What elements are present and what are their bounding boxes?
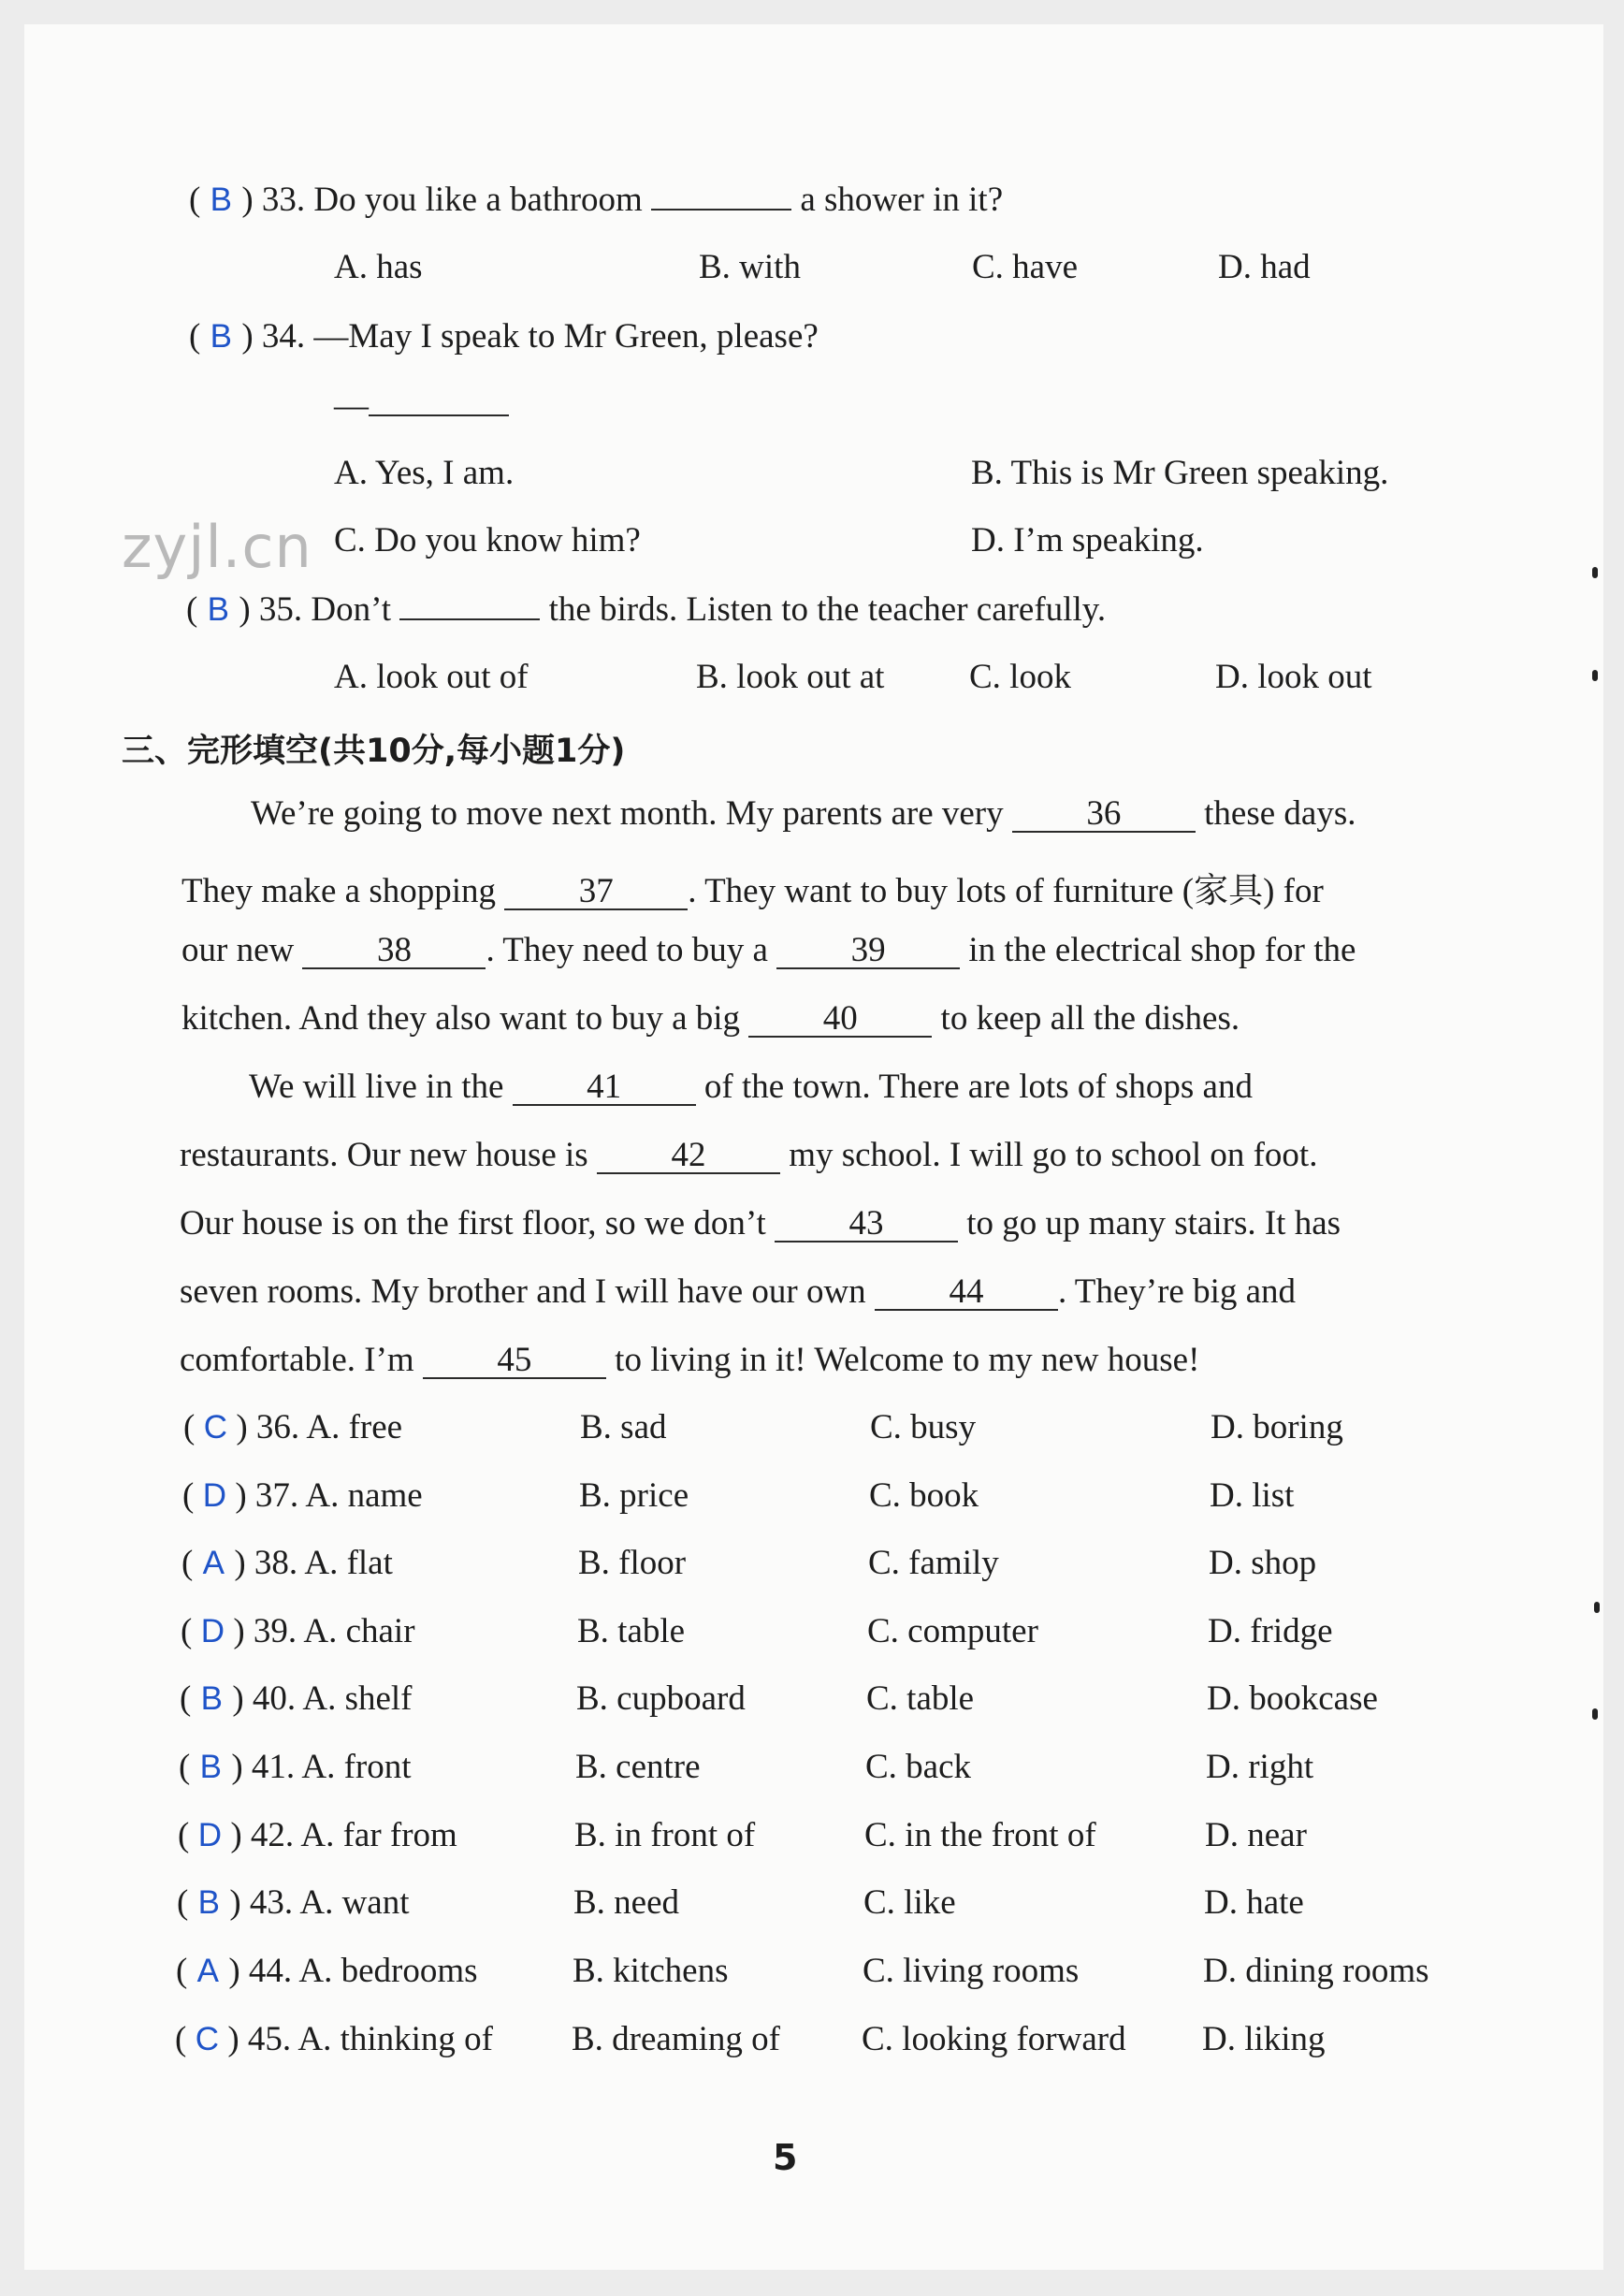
cloze-option-b: B. in front of xyxy=(574,1816,756,1854)
passage-text: my school. I will go to school on foot. xyxy=(789,1136,1318,1174)
scan-mark xyxy=(1592,1708,1598,1720)
option-33-a: A. has xyxy=(334,248,423,286)
passage-text: kitchen. And they also want to buy a big xyxy=(181,999,741,1038)
cloze-option-b: B. floor xyxy=(578,1544,687,1582)
passage-line xyxy=(181,930,1356,970)
option-35-c: C. look xyxy=(969,658,1071,696)
passage-text: to go up many stairs. It has xyxy=(966,1204,1341,1242)
cloze-option-b: B. price xyxy=(579,1476,689,1515)
cloze-question-stem xyxy=(178,1815,457,1856)
cloze-option-c: C. table xyxy=(866,1679,975,1718)
answer-34: B xyxy=(210,318,232,355)
section-title: 三、完形填空(共10分,每小题1分) xyxy=(122,733,626,770)
passage-text: to keep all the dishes. xyxy=(940,999,1240,1038)
open-paren: ( xyxy=(181,1612,193,1650)
cloze-question-stem xyxy=(179,1747,412,1788)
blank-36: 36 xyxy=(1012,797,1196,833)
passage-text: of the town. There are lots of shops and xyxy=(703,1068,1253,1106)
option-33-c: C. have xyxy=(972,248,1079,286)
cloze-question-stem xyxy=(181,1543,393,1584)
cloze-option-d: D. liking xyxy=(1202,2020,1326,2058)
cloze-question-stem xyxy=(175,2019,493,2060)
open-paren: ( xyxy=(186,590,198,629)
blank-41: 41 xyxy=(513,1070,696,1106)
passage-text: Our house is on the first floor, so we don’t xyxy=(180,1204,766,1242)
cloze-answer: B xyxy=(199,1749,222,1785)
open-paren: ( xyxy=(177,1883,189,1922)
passage-line xyxy=(180,1203,1341,1243)
cloze-option-a: ) 41. A. front xyxy=(231,1748,412,1786)
page-number: 5 xyxy=(773,2137,798,2178)
cloze-option-b: B. dreaming of xyxy=(572,2020,780,2058)
option-34-b: B. This is Mr Green speaking. xyxy=(971,454,1389,492)
scan-mark xyxy=(1594,1602,1600,1613)
cloze-answer: C xyxy=(195,2021,219,2057)
option-33-b: B. with xyxy=(699,248,801,286)
cloze-answer: A xyxy=(202,1545,225,1581)
cloze-option-d: D. bookcase xyxy=(1207,1679,1378,1718)
cloze-option-a: ) 39. A. chair xyxy=(233,1612,415,1650)
question-34-reply xyxy=(334,385,509,427)
question-34 xyxy=(189,316,819,357)
scan-mark xyxy=(1592,670,1598,681)
cloze-option-d: D. fridge xyxy=(1208,1612,1333,1650)
blank-38: 38 xyxy=(302,934,486,969)
passage-line xyxy=(180,1135,1317,1175)
blank-42: 42 xyxy=(597,1139,780,1174)
cloze-option-d: D. shop xyxy=(1209,1544,1317,1582)
cloze-option-a: ) 44. A. bedrooms xyxy=(228,1952,478,1990)
cloze-option-a: ) 36. A. free xyxy=(236,1408,403,1446)
passage-text: . They need to buy a xyxy=(486,931,768,969)
cloze-answer: B xyxy=(200,1680,223,1717)
open-paren: ( xyxy=(178,1816,190,1854)
cloze-option-a: ) 37. A. name xyxy=(235,1476,423,1515)
passage-line xyxy=(180,1340,1199,1380)
cloze-option-b: B. table xyxy=(577,1612,686,1650)
answer-35: B xyxy=(207,591,229,628)
cloze-question-stem xyxy=(177,1882,410,1924)
cloze-option-d: D. near xyxy=(1205,1816,1307,1854)
open-paren: ( xyxy=(183,1408,196,1446)
cloze-answer: B xyxy=(197,1884,220,1921)
passage-text: . They want to buy lots of furniture (家具) for xyxy=(688,872,1324,910)
option-34-a: A. Yes, I am. xyxy=(334,454,515,492)
passage-text: seven rooms. My brother and I will have our own xyxy=(180,1272,866,1311)
question-35-stem-a: ) 35. Don’t xyxy=(239,590,392,629)
question-33 xyxy=(189,180,1003,221)
cloze-question-stem xyxy=(180,1678,413,1720)
cloze-option-c: C. family xyxy=(868,1544,999,1582)
passage-text: comfortable. I’m xyxy=(180,1341,414,1379)
passage-text: to living in it! Welcome to my new house! xyxy=(615,1341,1200,1379)
passage-text: these days. xyxy=(1204,794,1356,833)
open-paren: ( xyxy=(176,1952,188,1990)
question-34-stem: ) 34. —May I speak to Mr Green, please? xyxy=(241,317,819,356)
cloze-option-c: C. in the front of xyxy=(864,1816,1096,1854)
passage-line xyxy=(249,1067,1253,1107)
blank-39: 39 xyxy=(776,934,960,969)
cloze-option-d: D. list xyxy=(1210,1476,1295,1515)
passage-text: We will live in the xyxy=(249,1068,504,1106)
passage-text: We’re going to move next month. My parents are very xyxy=(251,794,1004,833)
cloze-answer: A xyxy=(196,1953,219,1989)
open-paren: ( xyxy=(182,1476,195,1515)
passage-line xyxy=(181,862,1324,912)
cloze-option-b: B. cupboard xyxy=(576,1679,746,1718)
cloze-option-a: ) 43. A. want xyxy=(229,1883,410,1922)
option-35-d: D. look out xyxy=(1215,658,1372,696)
blank-40: 40 xyxy=(748,1002,932,1038)
blank-line xyxy=(369,386,509,416)
open-paren: ( xyxy=(189,317,201,356)
blank-44: 44 xyxy=(875,1275,1058,1311)
cloze-option-c: C. book xyxy=(869,1476,979,1515)
cloze-option-c: C. living rooms xyxy=(863,1952,1080,1990)
cloze-answer: D xyxy=(197,1817,222,1853)
passage-line xyxy=(180,1272,1296,1312)
option-34-c: C. Do you know him? xyxy=(334,521,641,559)
option-34-d: D. I’m speaking. xyxy=(971,521,1204,559)
question-35 xyxy=(186,589,1106,631)
passage-text: . They’re big and xyxy=(1057,1272,1297,1311)
passage-text: in the electrical shop for the xyxy=(968,931,1356,969)
watermark-logo: zyjl.cn xyxy=(122,513,312,581)
cloze-question-stem xyxy=(182,1475,423,1517)
cloze-option-d: D. dining rooms xyxy=(1203,1952,1429,1990)
cloze-option-c: C. busy xyxy=(870,1408,977,1446)
scan-mark xyxy=(1592,567,1598,578)
cloze-answer: C xyxy=(203,1409,227,1446)
cloze-question-stem xyxy=(181,1611,415,1652)
cloze-option-c: C. computer xyxy=(867,1612,1038,1650)
passage-line xyxy=(251,793,1356,834)
reply-dash: — xyxy=(334,386,369,425)
open-paren: ( xyxy=(175,2020,187,2058)
cloze-question-stem xyxy=(176,1951,478,1992)
question-35-stem-b: the birds. Listen to the teacher carefully. xyxy=(548,590,1107,629)
cloze-option-c: C. like xyxy=(863,1883,956,1922)
cloze-option-b: B. centre xyxy=(575,1748,701,1786)
passage-text: restaurants. Our new house is xyxy=(180,1136,588,1174)
passage-text: our new xyxy=(181,931,295,969)
answer-33: B xyxy=(210,182,232,218)
worksheet-page xyxy=(24,24,1603,2270)
option-33-d: D. had xyxy=(1218,248,1311,286)
cloze-option-d: D. hate xyxy=(1204,1883,1304,1922)
open-paren: ( xyxy=(179,1748,191,1786)
cloze-option-b: B. sad xyxy=(580,1408,667,1446)
cloze-option-b: B. kitchens xyxy=(573,1952,729,1990)
cloze-option-b: B. need xyxy=(573,1883,680,1922)
cloze-question-stem xyxy=(183,1407,402,1448)
passage-text: They make a shopping xyxy=(181,872,496,910)
cloze-option-d: D. boring xyxy=(1211,1408,1343,1446)
cloze-option-a: ) 45. A. thinking of xyxy=(227,2020,493,2058)
cloze-option-c: C. looking forward xyxy=(862,2020,1126,2058)
passage-line xyxy=(181,998,1240,1039)
blank-45: 45 xyxy=(423,1344,606,1379)
cloze-option-c: C. back xyxy=(865,1748,972,1786)
blank-43: 43 xyxy=(775,1207,958,1242)
cloze-option-a: ) 42. A. far from xyxy=(230,1816,457,1854)
blank-37: 37 xyxy=(504,875,688,910)
cloze-answer: D xyxy=(200,1613,225,1649)
open-paren: ( xyxy=(180,1679,192,1718)
cloze-option-a: ) 38. A. flat xyxy=(234,1544,393,1582)
option-35-a: A. look out of xyxy=(334,658,529,696)
blank-line xyxy=(399,590,540,620)
cloze-answer: D xyxy=(202,1477,226,1514)
cloze-option-a: ) 40. A. shelf xyxy=(232,1679,413,1718)
question-33-stem-b: a shower in it? xyxy=(800,181,1004,219)
open-paren: ( xyxy=(189,181,201,219)
option-35-b: B. look out at xyxy=(696,658,885,696)
open-paren: ( xyxy=(181,1544,194,1582)
cloze-option-d: D. right xyxy=(1206,1748,1314,1786)
question-33-stem-a: ) 33. Do you like a bathroom xyxy=(241,181,643,219)
blank-line xyxy=(651,181,791,211)
